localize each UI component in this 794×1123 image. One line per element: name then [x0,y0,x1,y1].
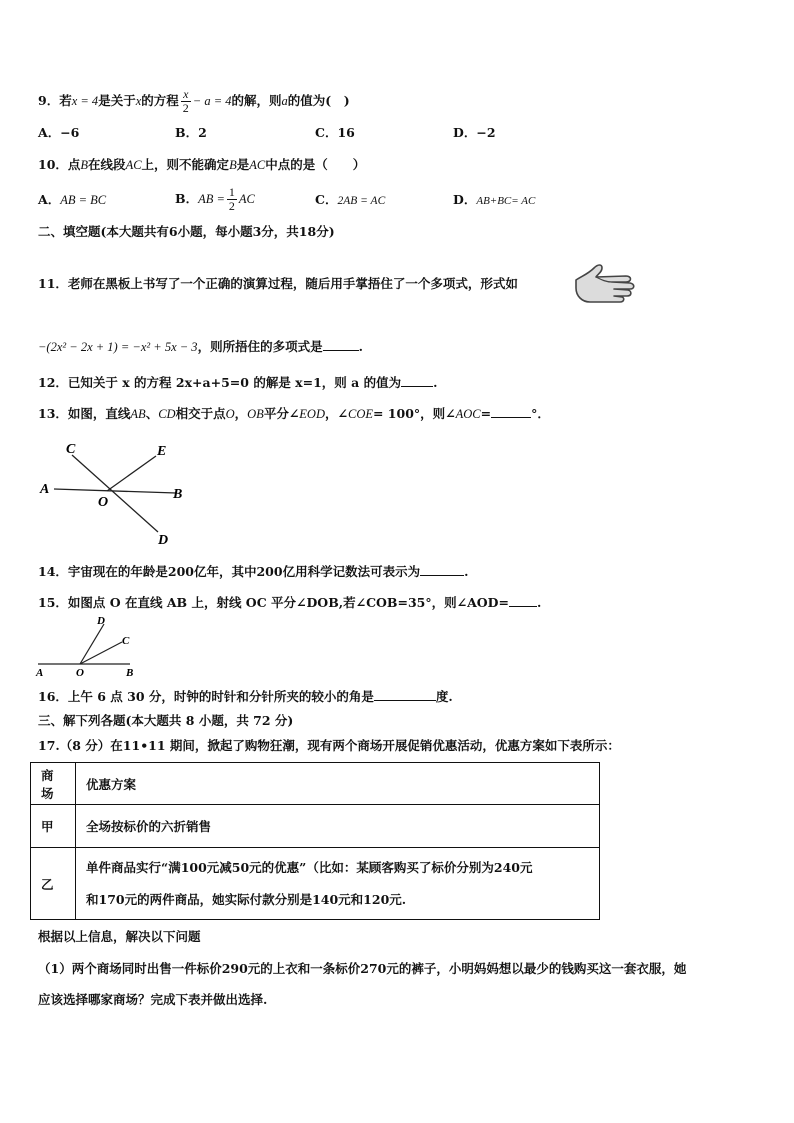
q17-part1-line1: （1）两个商场同时出售一件标价290元的上衣和一条标价270元的裤子，小明妈妈想以最少的钱购买这一套衣服，她 [38,961,687,976]
fraction: $\frac{x}{2}$ [182,87,189,115]
table-header-cell: 优惠方案 [76,763,600,805]
q13-label-b: B [173,487,183,502]
q15-label-o: O [76,667,84,678]
q10-option-b[interactable]: B．AB = $\frac{1}{2}$ AC [175,185,255,213]
table-cell: 甲 [31,805,76,848]
q13-label-a: A [40,482,50,497]
q9-option-b[interactable]: B．2 [175,125,207,140]
q12-stem: 12．已知关于 x 的方程 2x+a+5=0 的解是 x=1，则 a 的值为 . [38,375,438,390]
q16-stem: 16．上午 6 点 30 分，时钟的时针和分针所夹的较小的角是 度. [38,689,453,704]
q15-label-b: B [126,667,134,678]
q15-label-c: C [122,635,130,647]
section-fill-in-heading: 二、填空题(本大题共有6小题，每小题3分，共18分) [38,224,335,239]
q10-stem: 10．点B在线段AC上，则不能确定B是AC中点的是（ ） [38,157,366,172]
q10-option-a[interactable]: A．AB = BC [38,192,107,207]
q13-figure [30,436,205,548]
q9-option-c[interactable]: C．16 [315,125,355,140]
q17-after-table: 根据以上信息，解决以下问题 [38,929,201,944]
table-cell: 乙 [31,848,76,920]
q11-stem: 11．老师在黑板上书写了一个正确的演算过程，随后用手掌捂住了一个多项式，形式如 [38,276,518,291]
q14-stem: 14．宇宙现在的年龄是200亿年，其中200亿用科学记数法可表示为 . [38,564,469,579]
q17-part1-line2: 应该选择哪家商场？完成下表并做出选择. [38,992,268,1007]
section-solve-heading: 三、解下列各题(本大题共 8 小题，共 72 分) [38,713,294,728]
q10-option-c[interactable]: C．2AB = AC [315,192,386,207]
q13-label-o: O [98,495,109,510]
table-header-cell: 商场 [31,763,76,805]
q9-stem: 9．若x = 4是关于x的方程 $\frac{x}{2}$ − a = 4的解，则a的值为( ) [38,87,350,115]
q15-stem: 15．如图点 O 在直线 AB 上，射线 OC 平分∠DOB,若∠COB=35°，则∠AOD= . [38,595,542,610]
table-cell [76,848,600,920]
q15-label-a: A [36,667,44,678]
table-header-row [31,763,600,805]
q10-option-d[interactable]: D．AB+BC= AC [453,192,536,207]
table-row [31,805,600,848]
q15-figure [34,612,144,678]
hand-icon [572,258,638,306]
q13-label-c: C [66,442,76,457]
table-cell-line: 单件商品实行“满100元减50元的优惠”（比如：某顾客购买了标价分别为240元 [86,859,533,875]
q15-label-d: D [97,615,105,627]
q17-intro: 17.（8 分）在11•11 期间，掀起了购物狂潮，现有两个商场开展促销优惠活动，优惠方案如下表所示： [38,738,620,753]
promotion-table [30,762,600,920]
q9-option-d[interactable]: D．−2 [453,125,496,140]
q9-option-a[interactable]: A．−6 [38,125,80,140]
q13-label-e: E [157,444,167,459]
table-row [31,848,600,920]
table-cell: 全场按标价的六折销售 [76,805,600,848]
q13-stem: 13．如图，直线AB、CD相交于点O，OB平分∠EOD，∠COE= 100°，则∠AOC= °． [38,406,550,421]
q13-label-d: D [158,533,169,548]
q11-formula-line: −(2x² − 2x + 1) = −x² + 5x − 3，则所捂住的多项式是 . [38,339,363,354]
table-cell-line: 和170元的两件商品，她实际付款分别是140元和120元. [86,891,407,907]
